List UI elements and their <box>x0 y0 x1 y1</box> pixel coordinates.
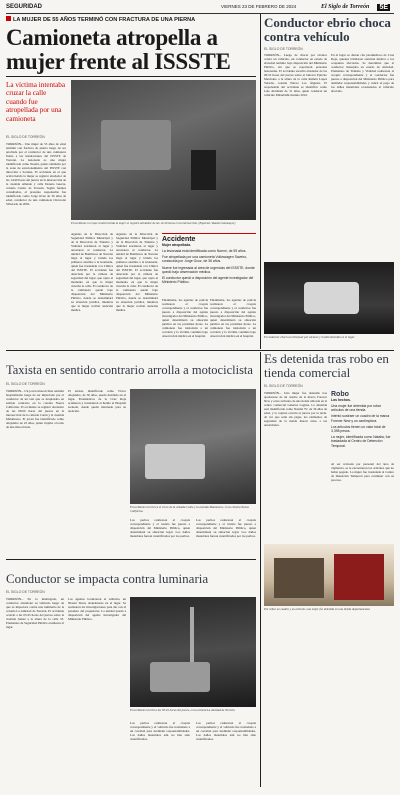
taxi-byline: EL SIGLO DE TORREÓN <box>6 382 45 386</box>
issue-date: VIERNES 23 DE FEBRERO DE 2024 <box>221 4 297 9</box>
main-body-col3: Agentes de la Dirección de Seguridad Pública Municipal y de la Dirección de Tránsito y Vialidad acudieron al lugar y arrestaron al conductor. La unidad de Bomberos de Torreón llegó al lugar y brindó los primeros auxilios a la lesionada, quien fue trasladada a la Clínica del ISSSTE. El accidente fue detectado por la cámara de seguridad del lugar, que captó el momento en que la mujer cruzaba la calle. El conductor de la camioneta quedó bajo disposición del Ministerio Público, donde se determinará su situación jurídica, mientras que la mujer recibió atención médica. <box>116 232 158 312</box>
taxi-caption: El accidente ocurrió en el cruce de la calzada Colón y la avenida Matamoros, en la colonia Nueva California. <box>130 505 249 513</box>
theft-byline: EL SIGLO DE TORREÓN <box>264 384 303 388</box>
taxi-body-d: Los peritos realizaron el croquis correspondiente y el taxista fue puesto a disposición del Ministerio Público, quien determinará su situación legal. Los daños materiales fueron cuantificados por los peritos. <box>196 518 256 538</box>
main-body-col1: TORREÓN.– Una mujer de 55 años de edad terminó con fractura de pierna luego de ser arrollada por el conductor de una camioneta frente a las instalaciones del ISSSTE de Torreón. La lesionada es una mujer identificada como Noemí, quien caminaba por la zona de estacionamiento del ISSSTE con dirección a Soriana. El accidente en el que acabó herida la mujer se registró alrededor de las 14:40 horas del jueves en la intersección de la avenida Allende y calle Donato Guerra, colonia Centro de Torreón. Según fuentes consultadas, el presunto responsable fue identificado como Jorge Ocuz de 36 años de edad, conductor de una camioneta Chevrolet Silverado de 2002. <box>6 142 66 206</box>
drunk-driver-body-a: TORREÓN.– Luego de chocar por alcance contra un vehículo, un conductor en estado de ebriedad terminó bajo disposición del Ministerio Público, sin que se reportaran personas lesionadas. El accidente sucedió alrededor de las 00:10 horas del jueves sobre el bulevar Ejército Mexicano a la altura de la calle Ramón López Velarde, colonia Nueva Los Ángeles. El responsable del accidente se identificó como Luis Abraham de 31 años, quien conducía un vehículo Mitsubishi modelo 2016. <box>264 53 327 97</box>
robbery-box-item: La mujer, identificada como Natalia, fue trasladada al Centro de Detención Temporal. <box>331 435 391 448</box>
theft-photo <box>264 544 394 606</box>
main-byline: EL SIGLO DE TORREÓN <box>6 135 45 139</box>
column-divider <box>260 14 261 349</box>
main-photo-caption: El accidente en el que resultó herida la mujer se registró alrededor de las 14:40 horas en la intersección. (Especial / Ramón Sotomayor) <box>71 221 236 225</box>
robbery-box-item: Intentó sustraer un cuadro de la marca Forever New y un cantimplora. <box>331 414 390 423</box>
box-subtitle: Mujer atropellada. <box>162 243 192 247</box>
main-kicker: LA MUJER DE 55 AÑOS TERMINÓ CON FRACTURA DE UNA PIERNA <box>6 16 256 23</box>
box-item: La lesionada está identificada como Noemí, de 55 años. <box>162 249 247 253</box>
section-name: SEGURIDAD <box>6 4 43 10</box>
newspaper-name: El Siglo de Torreón <box>321 4 370 10</box>
box-item: Fue atropellada por una camioneta Volkswagen Saveiro, conducida por Jorge Ocuz, de 36 años. <box>162 255 248 264</box>
robbery-box-item: Los artículos tienen un valor total de 3,398 pesos. <box>331 424 386 434</box>
main-headline: Camioneta atropella a mujer frente al ISSSTE <box>6 25 231 74</box>
box-item: Nueve fue ingresada al área de urgencias del ISSSTE, donde quedó bajo observación médica. <box>162 265 255 274</box>
robbery-box-subtitle: Los hechos. <box>331 398 351 402</box>
box-item: El conductor quedó a disposición del agente investigador del Ministerio Público. <box>162 276 254 285</box>
main-body-col5: Finalmente, los agentes de policía realizaron el croquis correspondiente y el conductor fue puesto a disposición del agente investigador del Ministerio Público, quien determinará su situación jurídica en las próximas horas. La camioneta fue trasladada a un corralón y la víctima continúa bajo observación médica en el hospital. <box>210 298 256 338</box>
photo-car-shape <box>150 662 210 692</box>
taxi-body-c: Los peritos realizaron el croquis correspondiente y el taxista fue puesto a disposición del Ministerio Público, quien determinará su situación legal. Los daños materiales fueron cuantificados por los peritos. <box>130 518 190 538</box>
theft-body: TORREÓN.– Una mujer fue detenida tras apoderarse de un cuadro de la marca Forever New y otros artículos de una tienda ubicada en el centro comercial Galerías Laguna. La detenida está identificada como Natalia 'N', de 36 años de edad, y la captura ocurrió el jueves por la tarde. Al ver que salía sin pagar, los elementos de seguridad de la tienda dieron aviso a las autoridades. <box>264 391 327 427</box>
page-header <box>6 4 394 14</box>
drunk-driver-caption: El conductor chocó al colisionar por alcance y resultó detenido en el lugar. <box>264 335 355 339</box>
accident-info-box <box>162 233 256 296</box>
page-number: 5E <box>379 4 388 11</box>
taxi-photo <box>130 389 256 504</box>
lamp-byline: EL SIGLO DE TORREÓN <box>6 590 45 594</box>
theft-side-body: Al ser revisada por personal del área de vigilancia, se le encontraron los artículos que no había pagado. La mujer fue trasladada al Centro de Detención Temporal para continuar con su proceso. <box>331 462 394 482</box>
theft-caption: Por robar un cuadro y un artículo, una mujer fue detenida en una tienda departamental. <box>264 607 371 611</box>
photo-vehicle-shape <box>101 120 171 170</box>
lamp-body-c: Los peritos realizaron el croquis correspondiente y el vehículo fue trasladado a un corralón para deslindar responsabilidades. Los daños materiales aún no han sido cuantificados. <box>130 721 190 741</box>
drunk-driver-byline: EL SIGLO DE TORREÓN <box>264 47 303 51</box>
robbery-box-item: Una mujer fue detenida por robar artículos de una tienda. <box>331 404 381 413</box>
main-body-col2: Agentes de la Dirección de Seguridad Pública Municipal y de la Dirección de Tránsito y Vialidad acudieron al lugar y arrestaron al conductor. La unidad de Bomberos de Torreón llegó al lugar y brindó los primeros auxilios a la lesionada, quien fue trasladada a la Clínica del ISSSTE. El accidente fue detectado por la cámara de seguridad del lugar, que captó el momento en que la mujer cruzaba la calle. El conductor de la camioneta quedó bajo disposición del Ministerio Público, donde se determinará su situación jurídica, mientras que la mujer recibió atención médica. <box>71 232 113 312</box>
lamp-body-b: Los agentes localizaron el vehículo, un Nissan Tsuru, abandonado en el lugar. Se realizaron las investigaciones para dar con el paradero del propietario. La unidad quedó a disposición del agente investigador del Ministerio Público. <box>68 597 126 621</box>
photo-car-shape <box>304 282 359 314</box>
robbery-info-box <box>331 391 394 459</box>
lamp-headline: Conductor se impacta contra luminaria <box>6 571 209 586</box>
photo-taxi-shape <box>145 444 205 479</box>
taxi-body: TORREÓN.– Un joven motociclista terminó hospitalizado luego de ser impactado por el conductor de un taxi que se desplazaba en sentido contrario en la colonia Nueva California. El accidente se registró alrededor de las 06:00 horas del jueves en la intersección de la calzada Colón y la avenida Matamoros. El joven fue identificado como Alejandro de 22 años, quien viajaba a bordo de una motocicleta. <box>6 389 64 429</box>
taxi-body-b: El taxista, identificado como Víctor Alejandro, de 30 años, quedó detenido en el lugar. Paramédicos de la Cruz Roja acudieron y trasladaron al herido al Hospital General, donde quedó internado para su atención. <box>68 389 126 413</box>
taxi-headline: Taxista en sentido contrario arrolla a motociclista <box>6 363 253 377</box>
main-deck: La víctima intentaba cruzar la calle cuando fue atropellada por una camioneta <box>6 81 66 123</box>
lamp-body-d: Los peritos realizaron el croquis correspondiente y el vehículo fue trasladado a un corralón para deslindar responsabilidades. Los daños materiales aún no han sido cuantificados. <box>196 721 256 741</box>
photo-display-shape <box>334 554 384 600</box>
column-divider <box>260 352 261 787</box>
lamp-photo <box>130 597 256 707</box>
drunk-driver-photo <box>264 262 394 334</box>
drunk-driver-headline: Conductor ebrio choca contra vehículo <box>264 15 391 44</box>
box-title: Accidente <box>162 236 196 243</box>
main-body-col4: Finalmente, los agentes de policía realizaron el croquis correspondiente y el conductor fue puesto a disposición del agente investigador del Ministerio Público, quien determinará su situación jurídica en las próximas horas. La camioneta fue trasladada a un corralón y la víctima continúa bajo observación médica en el hospital. <box>162 298 208 338</box>
kicker-marker-icon <box>6 16 11 21</box>
lamp-body: TORREÓN.– En la madrugada, un conductor abandonó su vehículo luego de que se impactara contra una luminaria de la colonia La Amistad de Torreón. El accidente ocurrió a las 03:45 horas del jueves sobre la avenida Juárez a la altura de la calle 33. Elementos de Seguridad Pública acudieron al lugar. <box>6 597 64 629</box>
photo-shelf-shape <box>274 558 324 598</box>
divider <box>6 76 256 77</box>
robbery-box-title: Robo <box>331 391 349 398</box>
photo-person-shape <box>191 150 216 190</box>
divider <box>6 559 256 560</box>
lamp-caption: El accidente ocurrió a las 03:45 horas del jueves, en la colonia La Amistad de Torreón. <box>130 708 236 712</box>
main-photo <box>71 80 256 220</box>
theft-headline: Es detenida tras robo en tienda comercial <box>264 351 389 380</box>
drunk-driver-body-b: En el lugar se dieron cita paramédicos de Cruz Roja, quienes brindaron atención médica a los ocupantes afectados. Se determinó que el conductor manejaba en estado de ebriedad. Elementos de Tránsito y Vialidad realizaron el croquis correspondiente y el conductor fue puesto a disposición del Ministerio Público para deslindar responsabilidades y cubrir el pago de los daños materiales ocasionados al vehículo afectado. <box>331 53 394 93</box>
